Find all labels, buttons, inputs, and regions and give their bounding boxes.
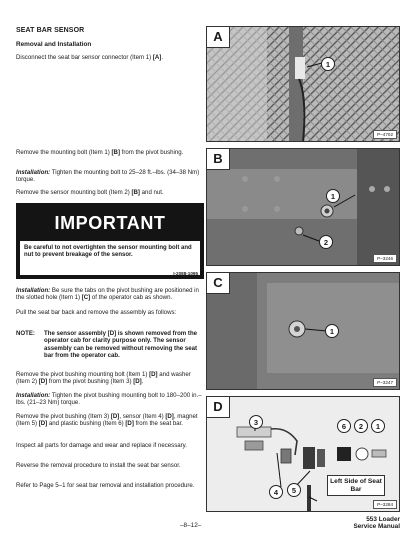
figure-b (206, 148, 400, 266)
figure-d-part-number: P–3284 (373, 500, 397, 509)
figure-b-callout-2: 2 (319, 235, 333, 249)
figure-d-letter: D (207, 397, 230, 418)
important-code: I-2088-1095 (173, 271, 198, 276)
figure-a-photo (207, 27, 400, 142)
figure-c (206, 272, 400, 390)
figure-a-part-number: P–4702 (373, 130, 397, 139)
para-disconnect: Disconnect the seat bar sensor connector (Item 1) [A]. (16, 54, 164, 61)
important-box (16, 203, 204, 279)
figure-d-callout-3: 3 (249, 415, 263, 429)
figure-d (206, 396, 400, 512)
figure-d-callout-6: 6 (337, 419, 351, 433)
figure-d-callout-1: 1 (371, 419, 385, 433)
para-inspect: Inspect all parts for damage and wear and replace if necessary. (16, 442, 187, 449)
figure-a (206, 26, 400, 142)
figure-c-part-number: P–3247 (373, 378, 397, 387)
para-pivot: Remove the pivot bushing mounting bolt (Item 1) [D] and washer (Item 2) [D] from the pivot bushing (Item 3) [D]. (16, 371, 191, 386)
figure-d-callout-4: 4 (269, 485, 283, 499)
para-remove-parts: Remove the pivot bushing (Item 3) [D], sensor (Item 4) [D], magnet (Item 5) [D] and plastic bushing (Item 6) [D] from the seat bar. (16, 413, 198, 428)
figure-b-part-number: P–3246 (373, 254, 397, 263)
note-label: NOTE: (16, 330, 35, 337)
para-reverse: Reverse the removal procedure to install the seat bar sensor. (16, 462, 181, 469)
figure-c-callout-1: 1 (325, 324, 339, 338)
page-number: –8–12– (180, 522, 202, 529)
installation-note-3: Installation: Tighten the pivot bushing mounting bolt to 180–200 in.–lbs. (21–23 Nm) torque. (16, 392, 202, 407)
installation-note-1: Installation: Tighten the mounting bolt to 25–28 ft.–lbs. (34–38 Nm) torque. (16, 169, 200, 184)
installation-note-2: Installation: Be sure the tabs on the pivot bushing are positioned in the slotted hole (Item 1) [C] of the operator cab as shown. (16, 287, 199, 302)
note-text: The sensor assembly [D] is shown removed from the operator cab for clarity purpose only. The sensor assembly can be removed without removing the seat bar from the operator cab. (44, 330, 198, 359)
figure-d-label: Left Side of Seat Bar (327, 475, 385, 496)
figure-b-callout-1: 1 (326, 189, 340, 203)
figure-b-photo (207, 149, 400, 266)
manual-title: 553 Loader Service Manual (353, 516, 400, 531)
figure-a-letter: A (207, 27, 230, 48)
subsection-heading: Removal and Installation (16, 41, 92, 48)
figure-c-photo (207, 273, 400, 390)
para-remove-sensor: Remove the sensor mounting bolt (Item 2) [B] and nut. (16, 189, 164, 196)
figure-b-letter: B (207, 149, 230, 170)
para-pull: Pull the seat bar back and remove the assembly as follows: (16, 309, 177, 316)
para-refer: Refer to Page 5–1 for seat bar removal and installation procedure. (16, 482, 195, 489)
para-remove-bolt: Remove the mounting bolt (Item 1) [B] from the pivot bushing. (16, 149, 184, 156)
figure-c-letter: C (207, 273, 230, 294)
important-text: Be careful to not overtighten the sensor mounting bolt and nut to prevent breakage of the sensor. (20, 241, 200, 275)
section-heading: SEAT BAR SENSOR (16, 27, 85, 34)
figure-a-callout-1: 1 (321, 57, 335, 71)
important-title: IMPORTANT (20, 208, 200, 238)
note-block (16, 330, 206, 359)
figure-d-callout-5: 5 (287, 483, 301, 497)
figure-d-callout-2: 2 (354, 419, 368, 433)
